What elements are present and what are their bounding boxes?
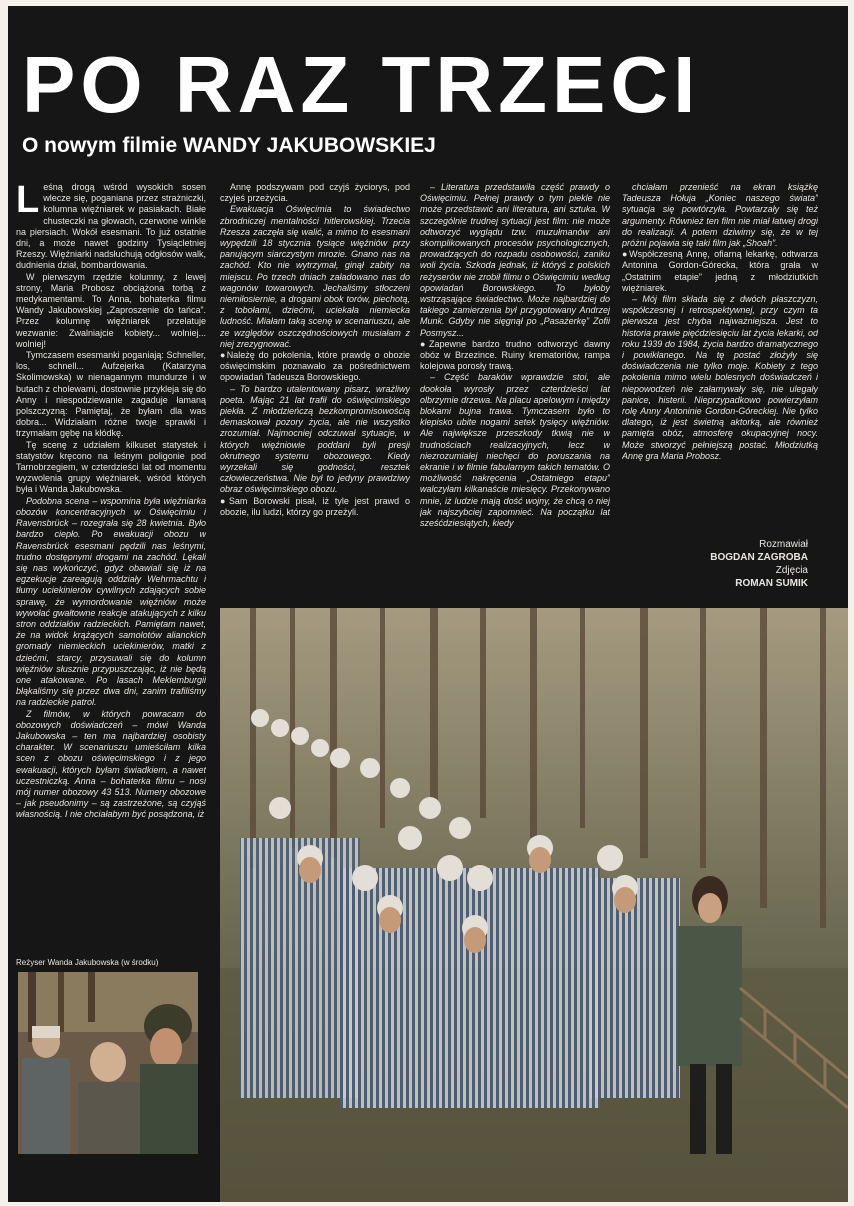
- paragraph: eśną drogą wśród wysokich sosen wlecze się, poganiana przez strażniczki, kolumna więźniarek w pasiakach. Białe chusteczki na głowach, czerwone winkle na piersiach. Wokół esesmani. To już ostatnie dni, a może nawet godziny Tysiącletniej Rzeszy. Więźniarki nadsłuchują odgłosów walk, dudnienia dział, bombardowania.: [16, 182, 206, 271]
- text-column-2: [220, 182, 410, 602]
- photo-caption: Reżyser Wanda Jakubowska (w środku): [16, 958, 159, 967]
- paragraph: – Część baraków wprawdzie stoi, ale dookoła wyrosły przez czterdzieści lat olbrzymie drzewa. Na placu apelowym i między blokami bujna trawa. Tymczasem było to klepisko ubite nogami setek tysięcy więźniów. Ale największe przeszkody tkwią nie w trudnościach realizacyjnych, lecz w niezrozumiałej niechęci do poruszania na ekranie i w filmie fabularnym takich tematów. O możliwość nakręcenia „Ostatniego etapu” walczyłam kilkanaście miesięcy. Przekonywano mnie, iż ludzie mają dość wojny, że chcą o niej jak najszybciej zapomnieć. Na początku lat sześćdziesiątych, kiedy: [420, 372, 610, 529]
- paragraph: – Literatura przedstawiła część prawdy o Oświęcimiu. Pełnej prawdy o tym piekle nie może przedstawić ani literatura, ani sztuka. W szczególnie trudnej sytuacji jest film: nie może odtworzyć wyglądu tzw. muzułmanów ani skomplikowanych procesów psychologicznych, prowadzących do rozpadu osobowości, zaniku woli życia. Szkoda jednak, iż któryś z polskich reżyserów nie zrobił filmu o Oświęcimiu według opowiadań Borowskiego. To byłoby wstrząsające świadectwo. Może najbardziej do takiego zamierzenia był przygotowany Andrzej Munk. Gdyby nie sięgnął po „Pasażerkę” Zofii Posmysz...: [420, 182, 610, 338]
- paragraph: Ewakuacja Oświęcimia to świadectwo zbrodniczej mentalności hitlerowskiej. Trzecia Rzesza zaczęła się walić, a mimo to esesmani wypędzili 18 stycznia tysiące więźniów przy panującym siarczystym mrozie. Gnano nas na zachód. Kto nie wytrzymał, ginął zabity na miejscu. Po trzech dniach załadowano nas do wagonów towarowych. Jechaliśmy stłoczeni niemiłosiernie, a drogami obok torów, piechotą, z tobołami, dziećmi, uciekała niemiecka ludność. Miałam taką scenę w scenariuszu, ale ze względów oszczędnościowych musiałam z niej zrezygnować.: [220, 204, 410, 349]
- text-column-1: [16, 182, 206, 962]
- drop-cap: L: [16, 182, 40, 221]
- paragraph: Tę scenę z udziałem kilkuset statystek i statystów kręcono na leśnym poligonie pod Tarnobrzegiem, w czterdzieści lat od momentu wyzwolenia grupy więźniarek, wśród których była i Wanda Jakubowska.: [16, 439, 206, 495]
- paragraph: Annę podszywam pod czyjś życiorys, pod czyjeś przeżycia.: [220, 182, 410, 204]
- paragraph: Z filmów, w których powracam do obozowych doświadczeń – mówi Wanda Jakubowska – ten ma najbardziej osobisty charakter. W scenariuszu umieściłam kilka scen z obozu oświęcimskiego i z jego ewakuacji, których byłam świadkiem, a nawet uczestniczką. Anna – bohaterka filmu – nosi mój numer obozowy 43 513. Numery obozowe – jak pseudonimy – są zastrzeżone, są czyjąś własnością. I nie chciałabym być posądzona, iż: [16, 708, 206, 820]
- magazine-page: [8, 6, 848, 1202]
- interviewer-label: Rozmawiał: [759, 539, 808, 550]
- paragraph: ● Należę do pokolenia, które prawdę o obozie oświęcimskim poznawało za pośrednictwem opowiadań Tadeusza Borowskiego.: [220, 350, 410, 384]
- film-still-photo: [220, 608, 848, 1202]
- paragraph: ● Sam Borowski pisał, iż tyle jest prawd o obozie, ilu ludzi, którzy go przeżyli.: [220, 496, 410, 518]
- paragraph: ● Zapewne bardzo trudno odtworzyć dawny obóz w Brzezince. Ruiny krematoriów, rampa kolejowa porosły trawą.: [420, 339, 610, 373]
- text-column-3: [420, 182, 610, 602]
- director-photo: [18, 972, 198, 1154]
- paragraph: chciałam przenieść na ekran książkę Tadeusza Hołuja „Koniec naszego świata” sytuacja się powtórzyła. Powtarzały się też argumenty. Również ten film nie miał łatwej drogi do realizacji. A potem dziwimy się, że w tej próżni pojawia się taki film jak „Shoah”.: [622, 182, 818, 249]
- paragraph: – To bardzo utalentowany pisarz, wrażliwy poeta. Mając 21 lat trafił do oświęcimskiego piekła. Z młodzieńczą bezkompromisowością demaskował pozory życia, ale nie wszystko zrozumiał. Najmocniej odczuwał sytuacje, w których więźniowie poddani byli presji okrutnego systemu obozowego. Kiedy wyrzekali się godności, resztek człowieczeństwa. Nie był to jedyny prawdziwy obraz oświęcimskiego obozu.: [220, 383, 410, 495]
- article-title: PO RAZ TRZECI: [22, 40, 701, 129]
- text-column-4: [622, 182, 818, 542]
- photos-label: Zdjęcia: [775, 565, 808, 576]
- article-subtitle: O nowym filmie WANDY JAKUBOWSKIEJ: [22, 134, 436, 157]
- paragraph: ● Współczesną Annę, ofiarną lekarkę, odtwarza Antonina Gordon-Górecka, która grała w „Ostatnim etapie” jedną z młodziutkich więźniarek.: [622, 249, 818, 294]
- paragraph: Tymczasem esesmanki poganiają: Schneller, los, schnell... Aufzejerka (Katarzyna Skolimowska) w nienagannym mundurze i w butach z cholewami, dostownie przykleja się do Anny i niespodziewanie zagaduje łamaną polszczyzną: Pamiętaj, że byłam dla was dobra... Widziałam różne twoje sprawki i trzymałam gębę na kłódkę.: [16, 350, 206, 439]
- photographer-name: ROMAN SUMIK: [735, 578, 808, 589]
- paragraph: W pierwszym rzędzie kolumny, z lewej strony, Maria Probosz obciążona torbą z medykamentami. To Anna, bohaterka filmu Wandy Jakubowskiej „Zaproszenie do tańca”. Przez kolumnę więźniarek przelatuje wezwanie: Zwalniajcie kobiety... wolniej... wolniej!: [16, 271, 206, 349]
- paragraph: Podobna scena – wspomina była więźniarka obozów koncentracyjnych w Oświęcimiu i Ravensbrück – rozegrała się 28 kwietnia. Było bardzo ciepło. Po ewakuacji obozu w Ravensbrück esesmani pędzili nas leśnymi, trudno dostępnymi drogami na zachód. Lękali się nas wykończyć, gdyż obawiali się iż na egzekucje zareagują oddziały Wehrmachtu i tłumy uciekinierów cywilnych zdających sobie sprawę, że wymordowanie więźniów może wywołać gwałtowne reakcje atakujących z kilku stron oddziałów radzieckich. Pamiętam nawet, że na widok krążących samolotów alianckich gromady niemieckich uciekinierów, matki z dziećmi, starcy, przysuwali się do kolumn więźniów słusznie przypuszczając, iż nie będą one atakowane. Po lasach Meklemburgii błąkaliśmy się przez dwa dni, zanim trafiliśmy na radzieckie patrol.: [16, 495, 206, 708]
- credits: [622, 538, 808, 590]
- interviewer-name: BOGDAN ZAGROBA: [710, 552, 808, 563]
- paragraph: – Mój film składa się z dwóch płaszczyzn, współczesnej i retrospektywnej, przy czym ta pierwsza jest chyba najważniejsza. Jest to historia prawie pięćdziesięciu lat życia lekarki, od roku 1939 do 1984, życia bardzo dramatycznego i powikłanego. Na tę postać złożyły się doświadczenia nie tylko moje. Kobiety z tego pokolenia mimo wielu bolesnych doświadczeń i niepowodzeń nie załamywały się, nie ulegały panice, histerii. Nieprzypadkowo powierzyłam rolę Anny Antoninie Gordon-Góreckiej. Nie tylko dlatego, iż jest świetną aktorką, ale również pamięta obóz, atmosferę okupacyjnej nocy. Może stworzyć pełniejszą postać. Młodziutką Annę gra Maria Probosz.: [622, 294, 818, 461]
